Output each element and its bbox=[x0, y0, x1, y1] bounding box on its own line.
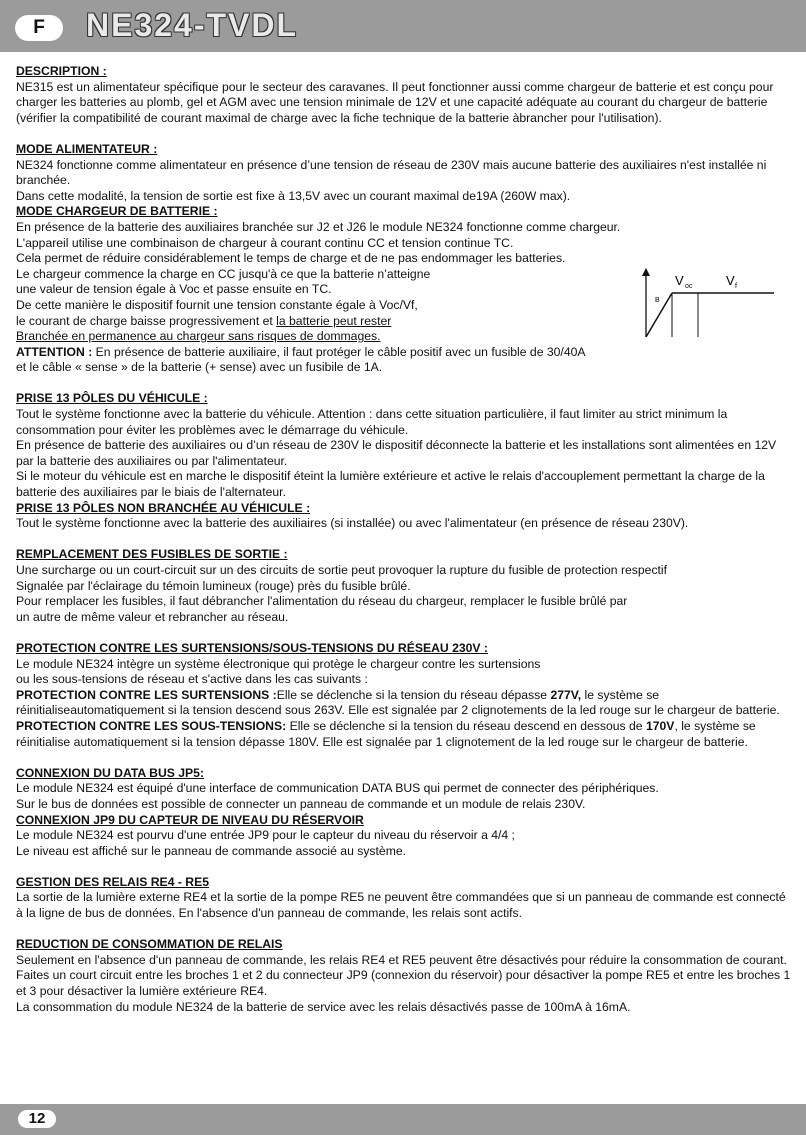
sous-tensions-text-1: Elle se déclenche si la tension du réseau descend en dessous de bbox=[286, 718, 646, 733]
surtensions-label: PROTECTION CONTRE LES SURTENSIONS : bbox=[16, 687, 277, 702]
relais-heading: GESTION DES RELAIS RE4 - RE5 bbox=[16, 874, 210, 889]
sous-tensions-text-2: , le système se réinitialise automatiquement si la tension dépasse 180V. Elle est signalée par 1 clignotement de la led rouge sur le chargeur de batterie. bbox=[16, 718, 756, 749]
graph-label-vf: V bbox=[726, 272, 735, 288]
mode-chargeur-l7a: le courant de charge baisse progressivement et bbox=[16, 313, 277, 328]
mode-chargeur-l3: Cela permet de réduire considérablement le temps de charge et de ne pas endommager les batteries. bbox=[16, 251, 566, 266]
attention-text-2: et le câble « sense » de la batterie (+ sense) avec un fusibile de 1A. bbox=[16, 360, 383, 375]
attention-line bbox=[16, 345, 791, 361]
jp9-heading: CONNEXION JP9 DU CAPTEUR DE NIVEAU DU RÉSERVOIR bbox=[16, 812, 364, 827]
reduction-heading: REDUCTION DE CONSOMMATION DE RELAIS bbox=[16, 937, 283, 952]
databus-heading: CONNEXION DU DATA BUS JP5: bbox=[16, 765, 205, 780]
mode-chargeur-l1: En présence de la batterie des auxiliaires branchée sur J2 et J26 le module NE324 fonctionne comme chargeur. bbox=[16, 219, 621, 234]
surtensions-text-2: le système se réinitialiseautomatiquement si la tension descend sous 263V. Elle est signalée par 2 clignotements de la led rouge sur le chargeur de batterie. bbox=[16, 687, 780, 718]
mode-chargeur-l2: L'appareil utilise une combinaison de chargeur à courant continu CC et tension continue TC. bbox=[16, 235, 514, 250]
mode-chargeur-l4: Le chargeur commence la charge en CC jusqu'à ce que la batterie n’atteigne bbox=[16, 266, 431, 281]
mode-chargeur-l5: une valeur de tension égale à Voc et passe ensuite en TC. bbox=[16, 282, 332, 297]
surtensions-text-1: Elle se déclenche si la tension du réseau dépasse bbox=[276, 687, 551, 702]
mode-chargeur-l8: Branchée en permanence au chargeur sans risques de dommages. bbox=[16, 329, 381, 344]
mode-alimentateur-p1: NE324 fonctionne comme alimentateur en présence d’une tension de réseau de 230V mais aucune batterie des auxiliaires n'est installée ni branchée. bbox=[16, 157, 767, 188]
description-heading: DESCRIPTION : bbox=[16, 64, 107, 78]
footer-bar bbox=[0, 1104, 806, 1135]
prise-13-heading: PRISE 13 PÔLES DU VÉHICULE : bbox=[16, 391, 208, 406]
graph-label-voc: V bbox=[675, 272, 684, 288]
relais-text: La sortie de la lumière externe RE4 et la sortie de la pompe RE5 ne peuvent être commandées que si un panneau de commande est connecté à la ligne de bus de données. En l'absence d'un panneau de commande, les relais sont actifs. bbox=[16, 890, 786, 921]
databus-l2: Sur le bus de données est possible de connecter un panneau de commande et un module de relais 230V. bbox=[16, 796, 586, 811]
mode-alimentateur-p2: Dans cette modalité, la tension de sortie est fixe à 13,5V avec un courant maximal de19A (260W max). bbox=[16, 188, 571, 203]
prise-non-branchee-text: Tout le système fonctionne avec la batterie des auxiliaires (si installée) ou avec l'alimentateur (en présence de réseau 230V). bbox=[16, 516, 689, 531]
databus-l1: Le module NE324 est équipé d'une interface de communication DATA BUS qui permet de connecter des périphériques. bbox=[16, 781, 659, 796]
jp9-l2: Le niveau est affiché sur le panneau de commande associé au système. bbox=[16, 843, 407, 858]
prise-13-p1: Tout le système fonctionne avec la batterie du véhicule. Attention : dans cette situation particulière, il faut limiter au strict minimum la consommation pour éviter les problèmes avec le démarrage du véhicule. bbox=[16, 407, 728, 437]
mode-alimentateur-heading: MODE ALIMENTATEUR : bbox=[16, 141, 158, 156]
charge-curve-graph bbox=[628, 267, 778, 339]
fusibles-l2: Signalée par l'éclairage du témoin lumineux (rouge) près du fusible brûlé. bbox=[16, 578, 411, 593]
reduction-p1: Seulement en l'absence d'un panneau de commande, les relais RE4 et RE5 peuvent être désactivés pour réduire la consommation de courant. bbox=[16, 952, 787, 967]
charger-block bbox=[16, 267, 791, 345]
sous-tensions-value: 170V bbox=[645, 718, 675, 733]
mode-chargeur-l7b: la batterie peut rester bbox=[276, 313, 392, 328]
language-badge: F bbox=[15, 15, 63, 41]
surtensions-paragraph bbox=[16, 688, 791, 719]
sous-tensions-paragraph bbox=[16, 719, 791, 750]
jp9-l1: Le module NE324 est pourvu d'une entrée JP9 pour le capteur du niveau du réservoir a 4/4 ; bbox=[16, 828, 515, 843]
fusibles-l4: un autre de même valeur et rebrancher au réseau. bbox=[16, 609, 289, 624]
protection-l1: Le module NE324 intègre un système électronique qui protège le chargeur contre les surtensions bbox=[16, 656, 541, 671]
prise-13-p3: Si le moteur du véhicule est en marche le dispositif éteint la lumière extérieure et active le relais d'accouplement permettant la charge de la batterie des auxiliaires par le biais de l'alternateur. bbox=[16, 469, 765, 500]
attention-text: En présence de batterie auxiliaire, il faut protéger le câble positif avec un fusible de 30/40A bbox=[92, 344, 586, 359]
protection-heading: PROTECTION CONTRE LES SURTENSIONS/SOUS-TENSIONS DU RÉSEAU 230V : bbox=[16, 640, 488, 655]
prise-non-branchee-heading: PRISE 13 PÔLES NON BRANCHÉE AU VÉHICULE : bbox=[16, 500, 311, 515]
document-title: NE324-TVDL bbox=[86, 7, 299, 43]
graph-label-voc-sub: oc bbox=[685, 282, 693, 290]
graph-label-b: B bbox=[655, 296, 660, 304]
fusibles-l3: Pour remplacer les fusibles, il faut débrancher l'alimentation du réseau du chargeur, remplacer le fusible brûlé par bbox=[16, 594, 628, 609]
reduction-p3: La consommation du module NE324 de la batterie de service avec les relais désactivés passe de 100mA à 16mA. bbox=[16, 999, 631, 1014]
prise-13-p2: En présence de batterie des auxiliaires ou d’un réseau de 230V le dispositif déconnecte la batterie et les installations sont alimentées en 12V par la batterie des auxiliaires ou par l'alimentateur. bbox=[16, 438, 777, 468]
attention-label: ATTENTION : bbox=[16, 344, 93, 359]
graph-y-arrow bbox=[642, 268, 650, 276]
surtensions-value: 277V, bbox=[550, 687, 582, 702]
mode-chargeur-l6: De cette manière le dispositif fournit une tension constante égale à Voc/Vf, bbox=[16, 297, 418, 312]
reduction-p2: Faites un court circuit entre les broches 1 et 2 du connecteur JP9 (connexion du réservoir) pour désactiver la pompe RE5 et entre les broches 1 et 3 pour désactiver la lumière extérieure RE4. bbox=[16, 968, 791, 999]
fusibles-heading: REMPLACEMENT DES FUSIBLES DE SORTIE : bbox=[16, 547, 288, 562]
page-number: 12 bbox=[18, 1110, 56, 1128]
document-body bbox=[16, 64, 791, 1015]
protection-l2: ou les sous-tensions de réseau et s'active dans les cas suivants : bbox=[16, 672, 368, 687]
sous-tensions-label: PROTECTION CONTRE LES SOUS-TENSIONS: bbox=[16, 718, 287, 733]
mode-chargeur-heading: MODE CHARGEUR DE BATTERIE : bbox=[16, 204, 218, 219]
graph-label-vf-sub: f bbox=[735, 282, 737, 290]
description-text: NE315 est un alimentateur spécifique pour le secteur des caravanes. Il peut fonctionner aussi comme chargeur de batterie et est conçu pour charger les batteries au plomb, gel et AGM avec une tension minimale de 12V et une capacité adéquate au courant du chargeur de batterie (vérifier la compatibilité de courant maximal de charge avec la fiche technique de la batterie àbrancher pour l'utilisation). bbox=[16, 79, 774, 125]
fusibles-l1: Une surcharge ou un court-circuit sur un des circuits de sortie peut provoquer la rupture du fusible de protection respectif bbox=[16, 563, 668, 577]
